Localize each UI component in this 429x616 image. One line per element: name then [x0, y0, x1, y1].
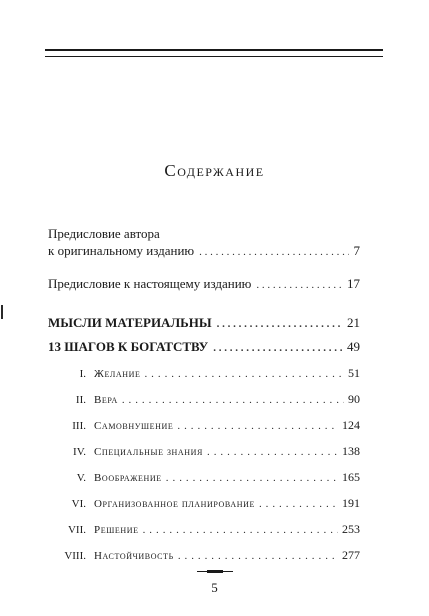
toc-chapter-2[interactable] — [48, 392, 360, 407]
toc-entry-steps[interactable] — [48, 339, 360, 355]
toc-page-number: 17 — [347, 276, 360, 291]
page-edge-mark — [1, 305, 3, 319]
dot-leader — [199, 246, 348, 258]
chapter-number: VII. — [67, 524, 86, 536]
chapter-label: Специальные знания — [94, 446, 203, 458]
dot-leader — [143, 524, 338, 536]
footer-ornament-bar — [197, 571, 233, 572]
toc-page-number: 7 — [353, 243, 360, 258]
contents-title: Содержание — [164, 161, 265, 180]
header-rule-thin — [45, 56, 383, 57]
toc-entry-preface-current[interactable] — [48, 276, 360, 292]
chapter-label: Настойчивость — [94, 550, 174, 562]
chapter-page-number: 165 — [342, 470, 360, 484]
chapter-number: VIII. — [64, 550, 86, 562]
chapter-label: Решение — [94, 524, 139, 536]
toc-entry-label: 13 ШАГОВ К БОГАТСТВУ — [48, 339, 209, 354]
footer-ornament — [0, 571, 429, 572]
chapter-label: Желание — [94, 368, 141, 380]
dot-leader — [177, 420, 338, 432]
page-number: 5 — [211, 580, 218, 595]
dot-leader — [259, 498, 338, 510]
toc-chapter-8[interactable] — [48, 548, 360, 563]
dot-leader — [213, 342, 342, 354]
dot-leader — [178, 550, 338, 562]
chapter-page-number: 253 — [342, 522, 360, 536]
chapter-page-number: 124 — [342, 418, 360, 432]
toc-entry-label: Предисловие к настоящему изданию — [48, 276, 252, 291]
chapter-number: VI. — [71, 498, 86, 510]
chapter-page-number: 277 — [342, 548, 360, 562]
toc-entry-preface-author[interactable] — [48, 243, 360, 259]
header-rule-thick — [45, 49, 383, 51]
chapter-label: Организованное планирование — [94, 498, 255, 510]
dot-leader — [207, 446, 338, 458]
chapter-label: Воображение — [94, 472, 162, 484]
toc-chapter-3[interactable] — [48, 418, 360, 433]
dot-leader — [122, 394, 344, 406]
toc-chapter-4[interactable] — [48, 444, 360, 459]
chapter-label: Самовнушение — [94, 420, 174, 432]
chapter-page-number: 191 — [342, 496, 360, 510]
chapter-page-number: 51 — [348, 366, 360, 380]
chapter-number: IV. — [73, 446, 86, 458]
toc-entry-preface-author-line1: Предисловие автора — [48, 226, 160, 241]
dot-leader — [144, 368, 344, 380]
chapter-page-number: 90 — [348, 392, 360, 406]
toc-entry-thoughts[interactable] — [48, 315, 360, 331]
dot-leader — [217, 318, 342, 330]
chapter-number: V. — [76, 472, 86, 484]
toc-chapter-5[interactable] — [48, 470, 360, 485]
chapter-number: II. — [75, 394, 86, 406]
toc-chapter-1[interactable] — [48, 366, 360, 381]
toc-chapter-6[interactable] — [48, 496, 360, 511]
toc-entry-label: к оригинальному изданию — [48, 243, 195, 258]
toc-page-number: 49 — [347, 339, 360, 354]
dot-leader — [166, 472, 338, 484]
dot-leader — [256, 279, 342, 291]
toc-entry-label: МЫСЛИ МАТЕРИАЛЬНЫ — [48, 315, 212, 330]
chapter-page-number: 138 — [342, 444, 360, 458]
chapter-number: III. — [72, 420, 86, 432]
chapter-label: Вера — [94, 394, 118, 406]
toc-chapter-7[interactable] — [48, 522, 360, 537]
chapter-number: I. — [79, 368, 86, 380]
toc-page-number: 21 — [347, 315, 360, 330]
